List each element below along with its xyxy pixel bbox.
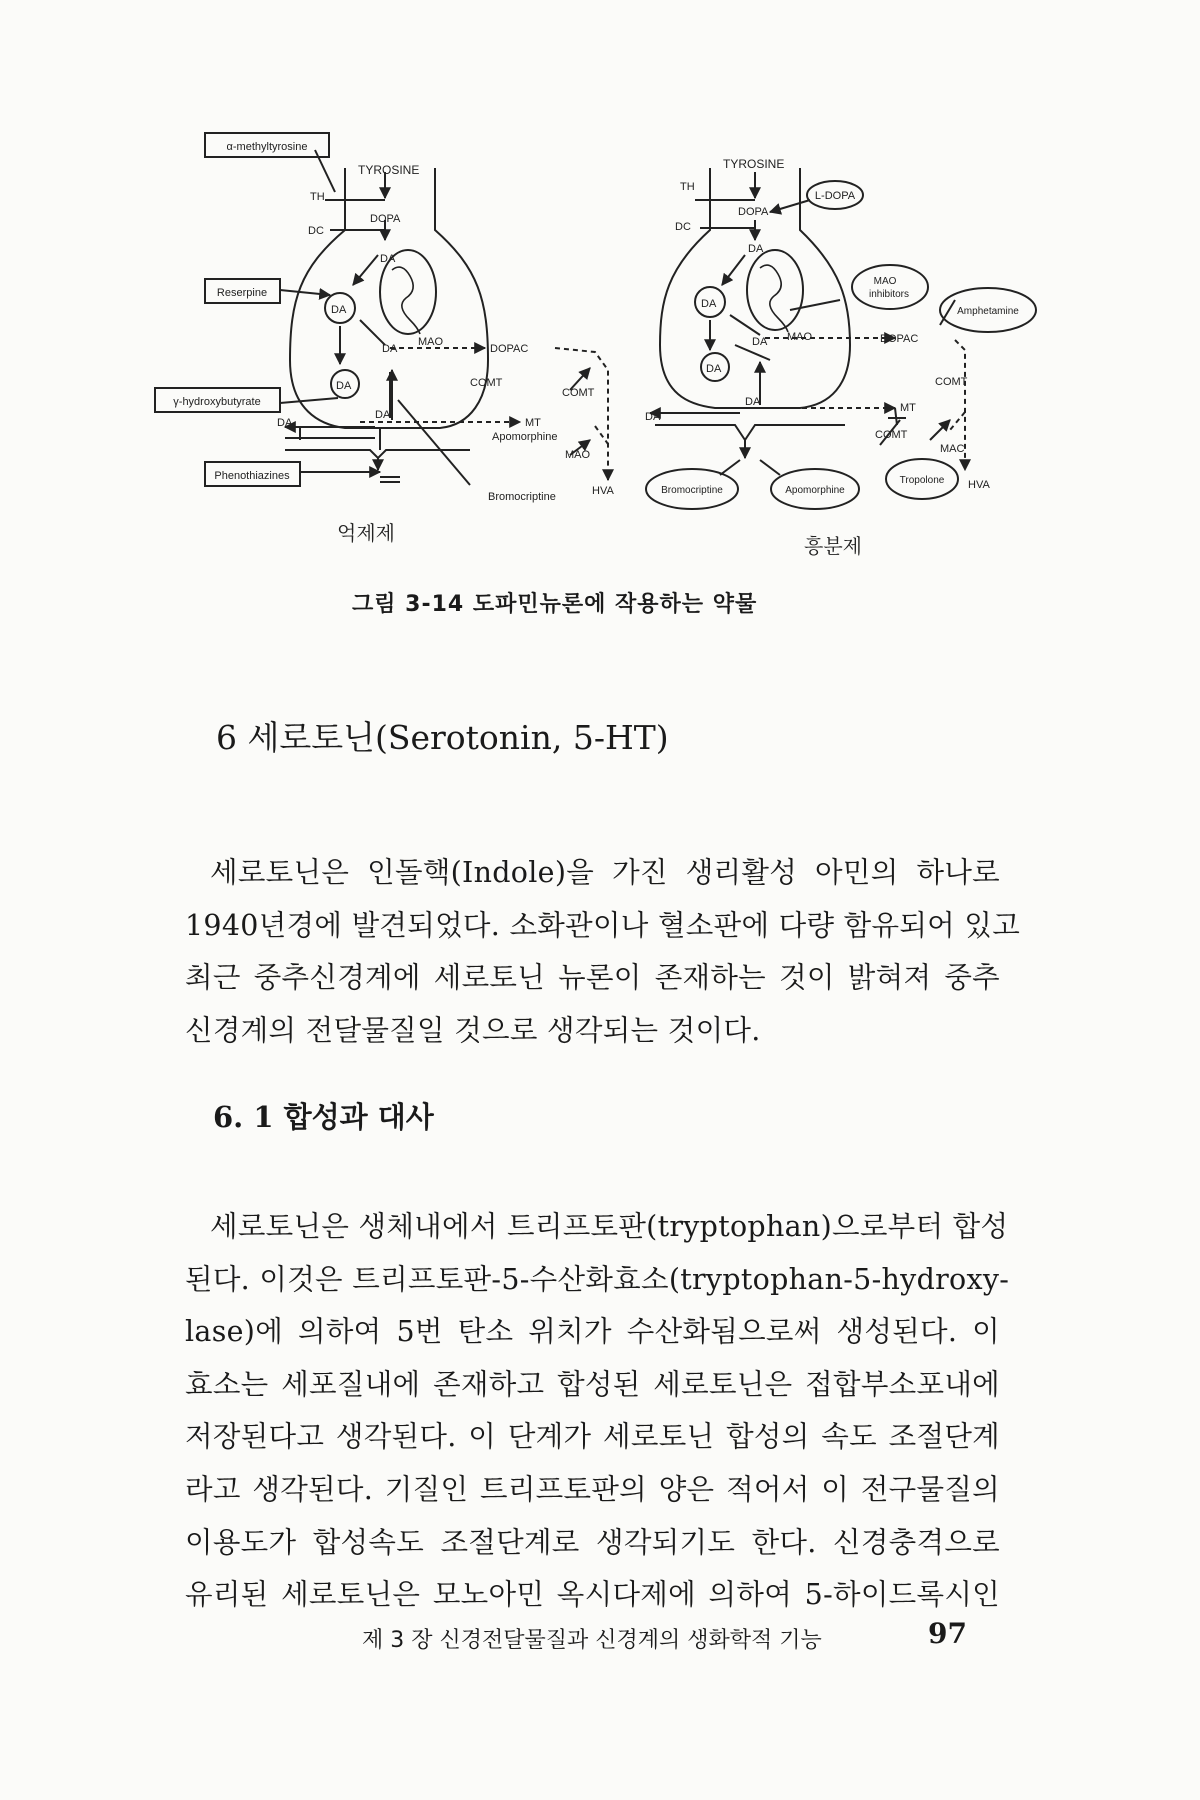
svg-text:inhibitors: inhibitors — [868, 289, 910, 300]
left-hva-label: HVA — [592, 485, 614, 497]
apomorphine-circle — [771, 469, 859, 509]
svg-text:Tropolone: Tropolone — [899, 475, 945, 486]
paragraph-line: 저장된다고 생각된다. 이 단계가 세로토닌 합성의 속도 조절단계 — [185, 1420, 1000, 1454]
right-panel-stimulants — [650, 168, 965, 475]
tropolone-circle — [886, 459, 958, 499]
right-da-top-label: DA — [748, 243, 764, 255]
left-dopa-label: DOPA — [370, 213, 401, 225]
svg-text:MAO: MAO — [873, 276, 897, 287]
amphetamine-circle — [940, 288, 1036, 332]
dopamine-neuron-figure — [0, 0, 1200, 600]
paragraph-line: 효소는 세포질내에 존재하고 합성된 세로토닌은 접합부소포내에 — [185, 1367, 1000, 1401]
bromocriptine-circle — [646, 469, 738, 509]
right-th-label: TH — [680, 181, 695, 193]
right-da-vesicle2: DA — [706, 363, 722, 375]
left-tyrosine-label: TYROSINE — [358, 163, 420, 177]
paragraph-line: 이용도가 합성속도 조절단계로 생각되기도 한다. 신경충격으로 — [185, 1525, 1000, 1559]
left-da-left: DA — [277, 417, 293, 429]
svg-text:Reserpine: Reserpine — [216, 287, 268, 299]
right-mao-label: MAO — [787, 331, 813, 343]
left-mao-label: MAO — [418, 336, 444, 348]
left-panel-inhibitors — [280, 150, 608, 485]
right-hva-label: HVA — [968, 479, 990, 491]
left-dc-label: DC — [308, 225, 324, 237]
paragraph-line: 1940년경에 발견되었다. 소화관이나 혈소판에 다량 함유되어 있고 — [185, 908, 1021, 942]
page-number: 97 — [928, 1617, 967, 1650]
left-panel-label: 억제제 — [337, 523, 395, 545]
svg-text:α-methyltyrosine: α-methyltyrosine — [226, 141, 308, 153]
phenothiazines-box — [205, 462, 300, 486]
paragraph-line: 유리된 세로토닌은 모노아민 옥시다제에 의하여 5-하이드록시인 — [185, 1578, 1000, 1612]
subsection-title: 6. 1 합성과 대사 — [213, 1100, 434, 1134]
svg-text:Bromocriptine: Bromocriptine — [661, 485, 723, 496]
left-da-vesicle1: DA — [331, 304, 347, 316]
left-da-vesicle2: DA — [336, 380, 352, 392]
right-mac-label: MAC — [940, 443, 965, 455]
chapter-footer: 제 3 장 신경전달물질과 신경계의 생화학적 기능 — [362, 1628, 822, 1653]
svg-text:Apomorphine: Apomorphine — [785, 485, 845, 496]
right-da-vesicle1: DA — [701, 298, 717, 310]
left-th-label: TH — [310, 191, 325, 203]
left-da-top-label: DA — [380, 253, 396, 265]
left-apomorphine-label: Apomorphine — [492, 431, 558, 443]
left-da-mid: DA — [382, 343, 398, 355]
reserpine-box — [205, 279, 280, 303]
paragraph-line: 라고 생각된다. 기질인 트리프토판의 양은 적어서 이 전구물질의 — [185, 1472, 1000, 1506]
ghb-box — [155, 388, 280, 412]
right-comt2-label: COMT — [875, 429, 908, 441]
paragraph-line: 최근 중추신경계에 세로토닌 뉴론이 존재하는 것이 밝혀져 중추 — [185, 961, 1000, 995]
paragraph-line: 신경계의 전달물질일 것으로 생각되는 것이다. — [185, 1013, 761, 1047]
paragraph-line: lase)에 의하여 5번 탄소 위치가 수산화됨으로써 생성된다. 이 — [185, 1315, 1000, 1349]
paragraph-line: 된다. 이것은 트리프토판-5-수산화효소(tryptophan-5-hydroxy- — [185, 1262, 1010, 1296]
right-dc-label: DC — [675, 221, 691, 233]
subsection-paragraph — [185, 1201, 1010, 1622]
svg-text:γ-hydroxybutyrate: γ-hydroxybutyrate — [173, 396, 261, 408]
section-paragraph — [185, 847, 1021, 1057]
left-mao2-label: MAO — [565, 449, 591, 461]
right-dopac-label: DOPAC — [880, 333, 919, 345]
mao-inhibitors-circle — [852, 265, 928, 309]
right-da-left: DA — [645, 411, 661, 423]
left-mt-label: MT — [525, 417, 541, 429]
amt-box — [205, 133, 329, 157]
paragraph-line: 세로토닌은 생체내에서 트리프토판(tryptophan)으로부터 합성 — [210, 1210, 1009, 1243]
left-da-cleft: DA — [375, 409, 391, 421]
right-da-mid: DA — [752, 336, 768, 348]
right-dopa-label: DOPA — [738, 206, 769, 218]
left-dopac-label: DOPAC — [490, 343, 529, 355]
svg-text:Amphetamine: Amphetamine — [957, 306, 1019, 317]
right-comt1-label: COMT — [935, 376, 968, 388]
left-comt2-label: COMT — [562, 387, 595, 399]
svg-text:Phenothiazines: Phenothiazines — [214, 470, 290, 482]
paragraph-line: 세로토닌은 인돌핵(Indole)을 가진 생리활성 아민의 하나로 — [210, 856, 1000, 889]
figure-caption: 그림 3-14 도파민뉴론에 작용하는 약물 — [352, 592, 758, 617]
section-title: 6 세로토닌(Serotonin, 5-HT) — [216, 718, 669, 757]
svg-text:L-DOPA: L-DOPA — [814, 190, 856, 202]
left-comt1-label: COMT — [470, 377, 503, 389]
right-panel-label: 흥분제 — [804, 536, 862, 558]
right-da-cleft: DA — [745, 396, 761, 408]
left-bromocriptine-label: Bromocriptine — [488, 491, 556, 503]
ldopa-circle — [807, 181, 863, 209]
right-mt-label: MT — [900, 402, 916, 414]
right-tyrosine-label: TYROSINE — [723, 157, 785, 171]
